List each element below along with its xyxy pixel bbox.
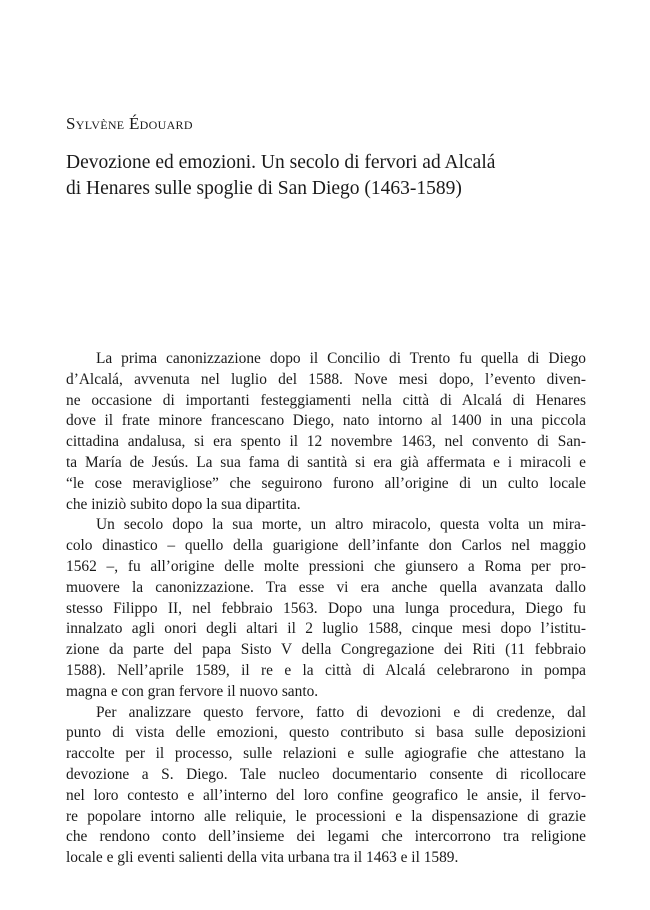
paragraph-line: ta María de Jesús. La sua fama di santità si era già affermata e i miracoli e — [66, 453, 586, 471]
paragraph-line: d’Alcalá, avvenuta nel luglio del 1588. Nove mesi dopo, l’evento diven- — [66, 370, 586, 388]
article-title — [66, 150, 586, 202]
paragraph-line: re popolare intorno alle reliquie, le processioni e la dispensazione di grazie — [66, 807, 586, 825]
paragraph-line: stesso Filippo II, nel febbraio 1563. Dopo una lunga procedura, Diego fu — [66, 599, 586, 617]
paragraph-line: muovere la canonizzazione. Tra esse vi era anche quella avanzata dallo — [66, 578, 586, 596]
paragraph-line: cittadina andalusa, si era spento il 12 novembre 1463, nel convento di San- — [66, 433, 586, 451]
article-title-line: di Henares sulle spoglie di San Diego (1463-1589) — [66, 178, 462, 199]
paragraph-line: Un secolo dopo la sua morte, un altro miracolo, questa volta un mira- — [96, 516, 586, 534]
paragraph — [66, 349, 586, 515]
paragraph — [66, 703, 586, 869]
paragraph-line: magna e con gran fervore il nuovo santo. — [66, 682, 319, 700]
paragraph-line: punto di vista delle emozioni, questo contributo si basa sulle deposizioni — [66, 724, 586, 742]
paragraph-line: zione da parte del papa Sisto V della Congregazione dei Riti (11 febbraio — [66, 641, 586, 659]
paragraph-line: colo dinastico – quello della guarigione dell’infante don Carlos nel maggio — [66, 537, 586, 555]
paragraph-line: locale e gli eventi salienti della vita urbana tra il 1463 e il 1589. — [66, 849, 459, 867]
paragraph-line: 1562 –, fu all’origine delle molte pressioni che giunsero a Roma per pro- — [66, 557, 586, 575]
paragraph-line: dove il frate minore francescano Diego, nato intorno al 1400 in una piccola — [66, 412, 586, 430]
paragraph-line: 1588). Nell’aprile 1589, il re e la città di Alcalá celebrarono in pompa — [66, 661, 586, 679]
paragraph-line: innalzato agli onori degli altari il 2 luglio 1588, cinque mesi dopo l’istitu- — [66, 620, 586, 638]
author-name: Sylvène Édouard — [66, 114, 193, 133]
paragraph-line: La prima canonizzazione dopo il Concilio di Trento fu quella di Diego — [96, 350, 586, 367]
paragraph-line: che iniziò subito dopo la sua dipartita. — [66, 495, 301, 513]
paragraph — [66, 515, 586, 702]
paragraph-line: “le cose meravigliose” che seguirono furono all’origine di un culto locale — [66, 474, 586, 492]
paragraph-line: nel loro contesto e all’interno del loro confine geografico le ansie, il fervo- — [66, 786, 586, 804]
abstract-body — [66, 349, 586, 869]
paragraph-line: raccolte per il processo, sulle relazioni e sulle agiografie che attestano la — [66, 745, 586, 763]
paragraph-line: ne occasione di importanti festeggiamenti nella città di Alcalá di Henares — [66, 391, 586, 409]
paragraph-line: devozione a S. Diego. Tale nucleo documentario consente di ricollocare — [66, 765, 586, 783]
article-title-line: Devozione ed emozioni. Un secolo di fervori ad Alcalá — [66, 152, 496, 173]
paragraph-line: Per analizzare questo fervore, fatto di devozioni e di credenze, dal — [96, 703, 586, 721]
paragraph-line: che rendono conto dell’insieme dei legami che intercorrono tra religione — [66, 828, 586, 846]
